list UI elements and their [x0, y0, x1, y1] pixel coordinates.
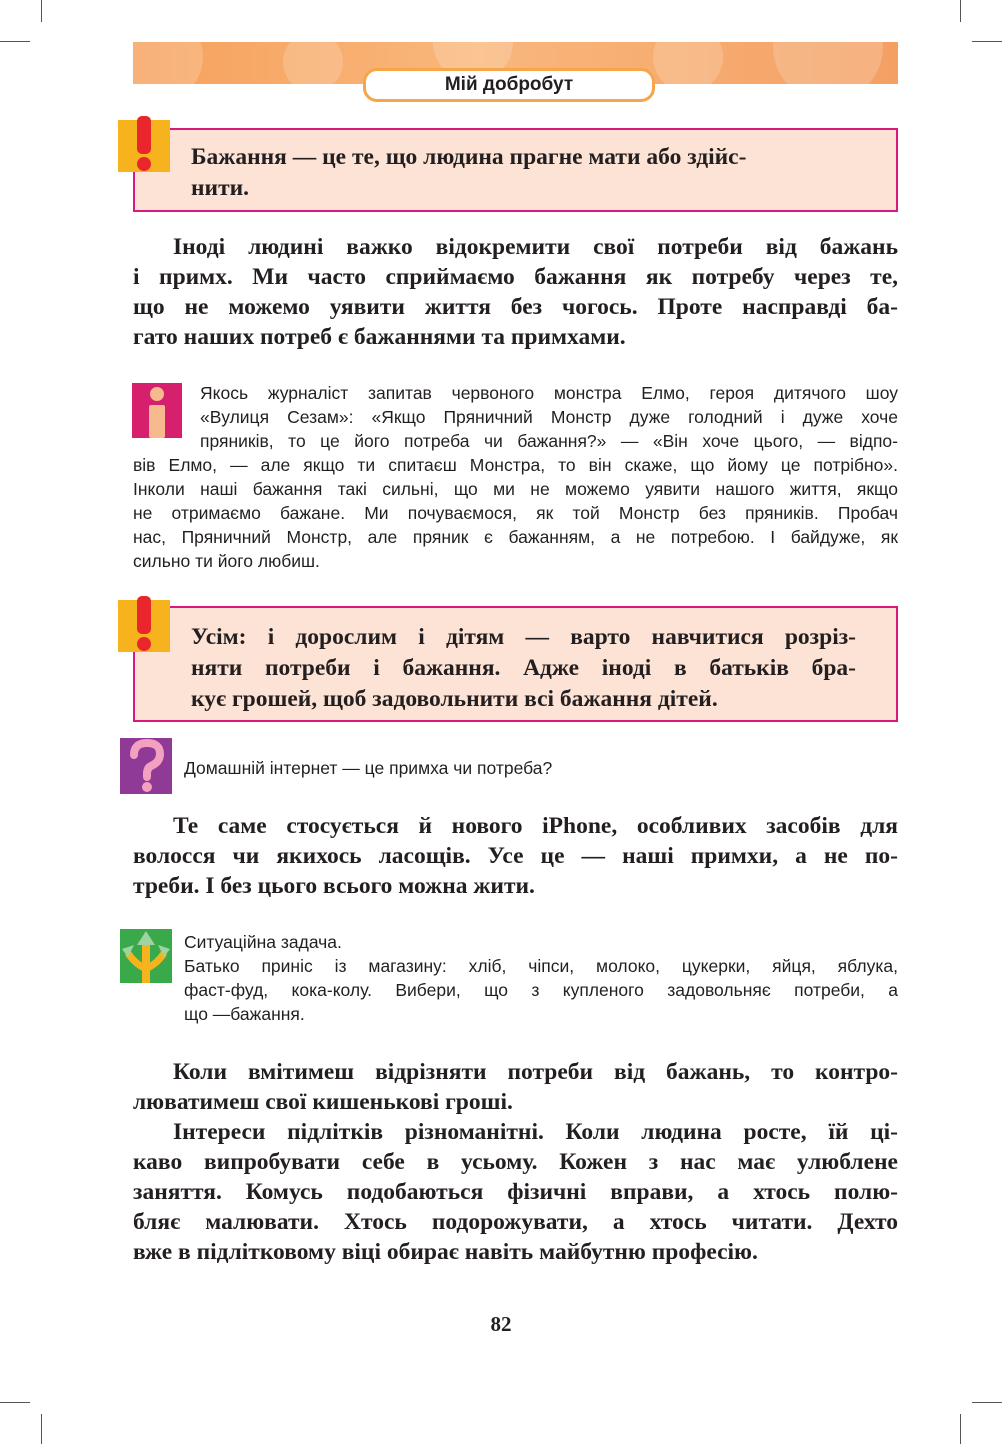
definition-box — [133, 128, 898, 212]
text-line: вже в підлітковому віці обирає навіть майбутню професію. — [133, 1239, 758, 1265]
info-line: «Вулиця Сезам»: «Якщо Пряничний Монстр дуже голодний і дуже хоче — [200, 407, 898, 427]
important-line — [191, 653, 856, 684]
text-line: і примх. Ми часто сприймаємо бажання як потребу через те, — [133, 264, 898, 290]
important-line: Усім: і дорослим і дітям — варто навчитися розріз- — [191, 624, 856, 650]
important-line: кує грошей, щоб задовольнити всі бажання дітей. — [191, 686, 718, 712]
keyword-wants: бажання — [402, 655, 495, 681]
important-box — [133, 606, 898, 722]
text-line: Інтереси підлітків різноманітні. Коли людина росте, їй ці- — [173, 1119, 898, 1145]
important-text: . Адже іноді в батьків бра- — [494, 655, 856, 681]
page-number: 82 — [490, 1312, 512, 1336]
text-line: люватимеш свої кишенькові гроші. — [133, 1089, 513, 1115]
text-line: Іноді людині важко відокремити свої потреби від бажань — [173, 234, 898, 260]
important-text: і — [350, 655, 403, 681]
crop-mark — [0, 41, 30, 42]
question-text: Домашній інтернет — це примха чи потреба? — [184, 758, 553, 778]
page-title: Мій добробут — [363, 68, 655, 102]
info-text — [200, 381, 898, 453]
exclamation-icon — [118, 116, 170, 172]
info-line: не отримаємо бажане. Ми почуваємося, як той Монстр без пряників. Пробач — [133, 503, 898, 523]
task-line: Батько приніс із магазину: хліб, чіпси, молоко, цукерки, яйця, яблука, — [184, 956, 898, 976]
info-line: Інколи наші бажання такі сильні, що ми не можемо уявити нашого життя, якщо — [133, 479, 898, 499]
info-line: нас, Пряничний Монстр, але пряник є бажанням, а не потребою. І байдуже, як — [133, 527, 898, 547]
crop-mark — [972, 1402, 1002, 1403]
text-line: Те саме стосується й нового iPhone, особливих засобів для — [173, 813, 898, 839]
paragraph-2 — [133, 811, 898, 901]
definition-term: Бажання — [191, 144, 287, 170]
text-line: що не можемо уявити життя без чогось. Проте насправді ба- — [133, 294, 898, 320]
crop-mark — [960, 1414, 961, 1444]
info-line: пряників, то це його потреба чи бажання?» — «Він хоче цього, — відпо- — [200, 431, 898, 451]
task-line: фаст-фуд, кока-колу. Вибери, що з купленого задовольняє потреби, а — [184, 980, 898, 1000]
text-line: Коли вмітимеш відрізняти потреби від бажань, то контро- — [173, 1059, 898, 1085]
crop-mark — [0, 1402, 30, 1403]
text-line: бляє малювати. Хтось подорожувати, а хтось читати. Дехто — [133, 1209, 898, 1235]
crop-mark — [41, 1414, 42, 1444]
definition-text-cont: нити. — [191, 175, 250, 201]
crop-mark — [41, 0, 42, 22]
task-line: що —бажання. — [184, 1004, 305, 1024]
info-line: Якось журналіст запитав червоного монстра Елмо, героя дитячого шоу — [200, 383, 898, 403]
keyword-needs: потреби — [265, 655, 351, 681]
paragraph-4 — [133, 1117, 898, 1267]
definition-text: — це те, що людина прагне мати або здійс- — [286, 144, 747, 170]
paragraph-3 — [133, 1057, 898, 1117]
text-line: треби. І без цього всього можна жити. — [133, 873, 535, 899]
text-line: волосся чи якихось ласощів. Усе це — наші примхи, а не по- — [133, 843, 898, 869]
info-icon — [132, 383, 182, 438]
question-icon — [120, 738, 172, 794]
crop-mark — [960, 0, 961, 22]
text-line: каво випробувати себе в усьому. Кожен з нас має улюблене — [133, 1149, 898, 1175]
task-text — [184, 954, 898, 1026]
paragraph-1 — [133, 232, 898, 352]
text-line: гато наших потреб є бажаннями та примхами. — [133, 324, 626, 350]
task-title: Ситуаційна задача. — [184, 932, 342, 952]
crop-mark — [972, 41, 1002, 42]
info-line: вів Елмо, — але якщо ти спитаєш Монстра, то він скаже, що йому це потрібно». — [133, 455, 898, 475]
info-text-cont — [133, 453, 898, 573]
important-text: няти — [191, 655, 265, 681]
info-line: сильно ти його любиш. — [133, 551, 320, 571]
exclamation-icon — [118, 596, 170, 652]
text-line: заняття. Комусь подобаються фізичні вправи, а хтось полю- — [133, 1179, 898, 1205]
crossroads-icon — [120, 929, 172, 983]
